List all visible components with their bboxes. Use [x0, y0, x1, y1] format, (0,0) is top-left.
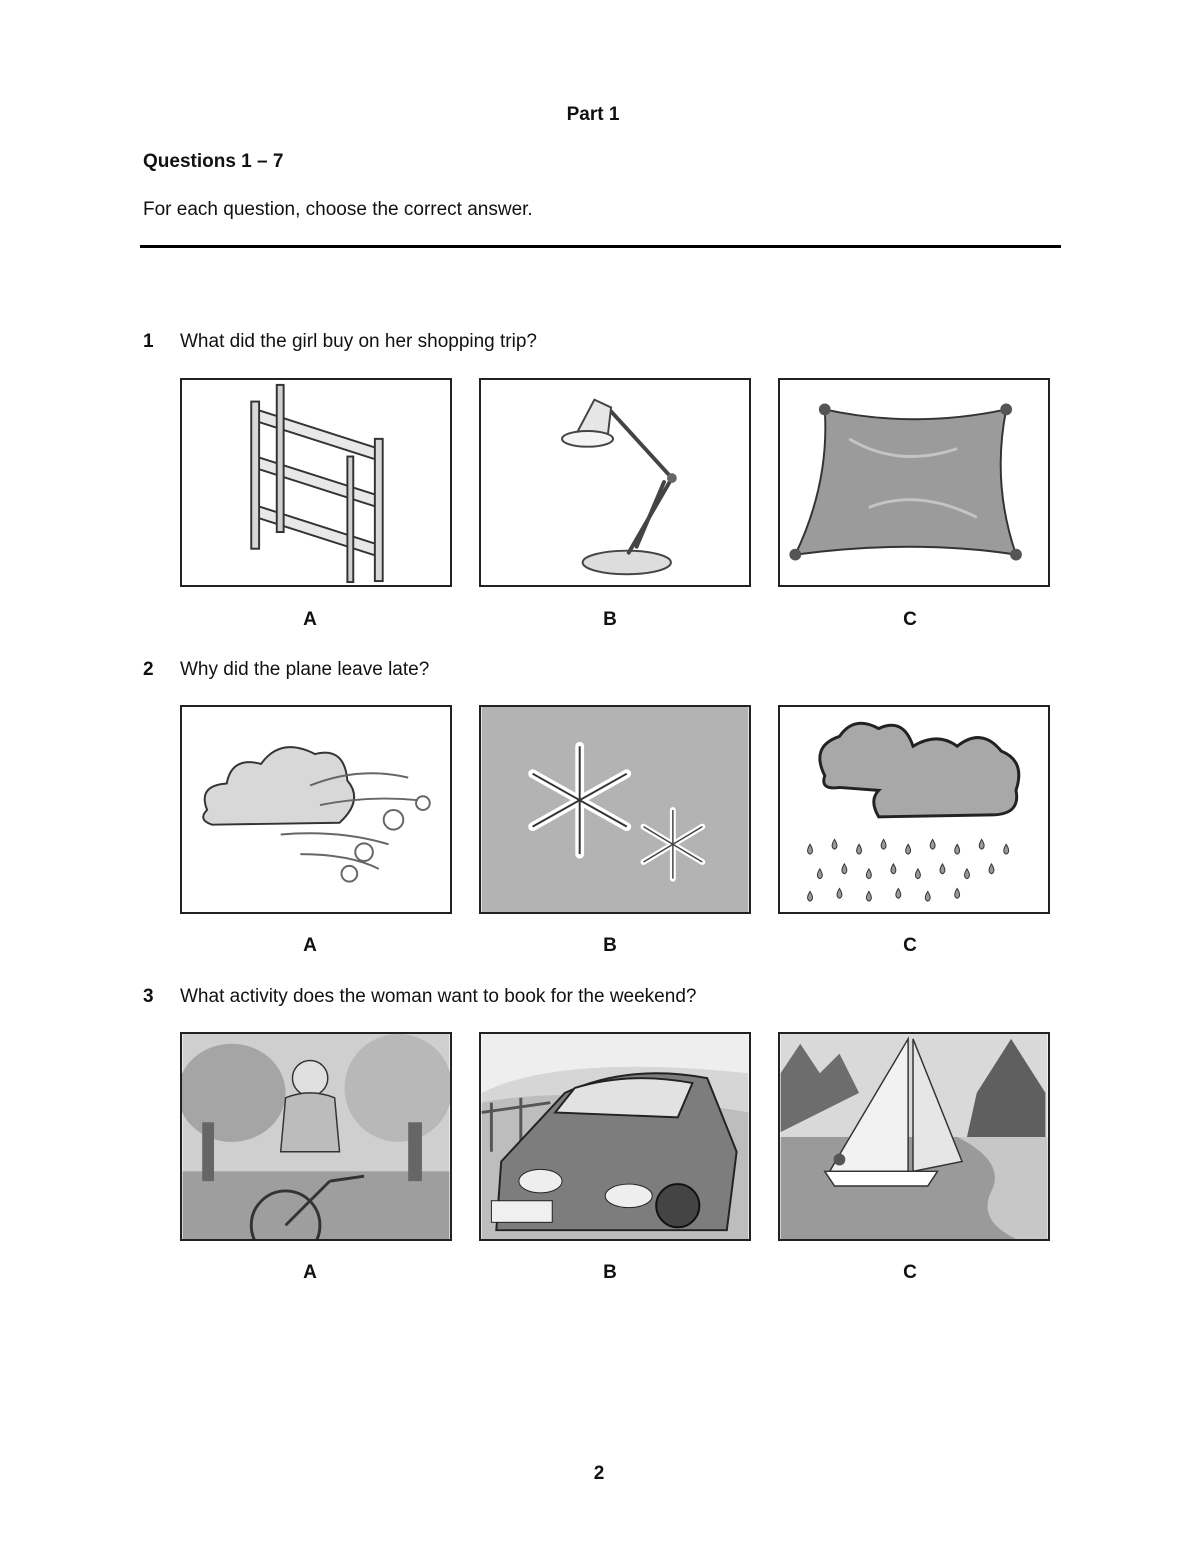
option-label-3a: A: [303, 1262, 317, 1283]
option-3c-sailing-picture[interactable]: [778, 1032, 1050, 1241]
option-label-2b: B: [603, 935, 617, 956]
option-2a-wind-picture[interactable]: [180, 705, 452, 914]
option-label-3c: C: [903, 1262, 917, 1283]
question-number: 2: [143, 659, 154, 680]
option-2c-rain-picture[interactable]: [778, 705, 1050, 914]
option-2b-snow-picture[interactable]: [479, 705, 751, 914]
option-label-1a: A: [303, 609, 317, 630]
question-range: Questions 1 – 7: [143, 151, 284, 172]
option-1a-bookshelf-picture[interactable]: [180, 378, 452, 587]
question-number: 1: [143, 331, 154, 352]
option-label-1c: C: [903, 609, 917, 630]
question-number: 3: [143, 986, 154, 1007]
option-label-3b: B: [603, 1262, 617, 1283]
option-3a-cycling-picture[interactable]: [180, 1032, 452, 1241]
instruction-text: For each question, choose the correct answer.: [143, 199, 533, 220]
question-text: What activity does the woman want to book for the weekend?: [180, 986, 697, 1007]
question-text: Why did the plane leave late?: [180, 659, 430, 680]
question-text: What did the girl buy on her shopping trip?: [180, 331, 537, 352]
option-label-1b: B: [603, 609, 617, 630]
option-1b-lamp-picture[interactable]: [479, 378, 751, 587]
page-number: 2: [593, 1463, 605, 1484]
part-title: Part 1: [566, 104, 620, 125]
option-3b-driving-picture[interactable]: [479, 1032, 751, 1241]
divider-rule: [140, 245, 1061, 248]
option-1c-cushion-picture[interactable]: [778, 378, 1050, 587]
option-label-2c: C: [903, 935, 917, 956]
option-label-2a: A: [303, 935, 317, 956]
